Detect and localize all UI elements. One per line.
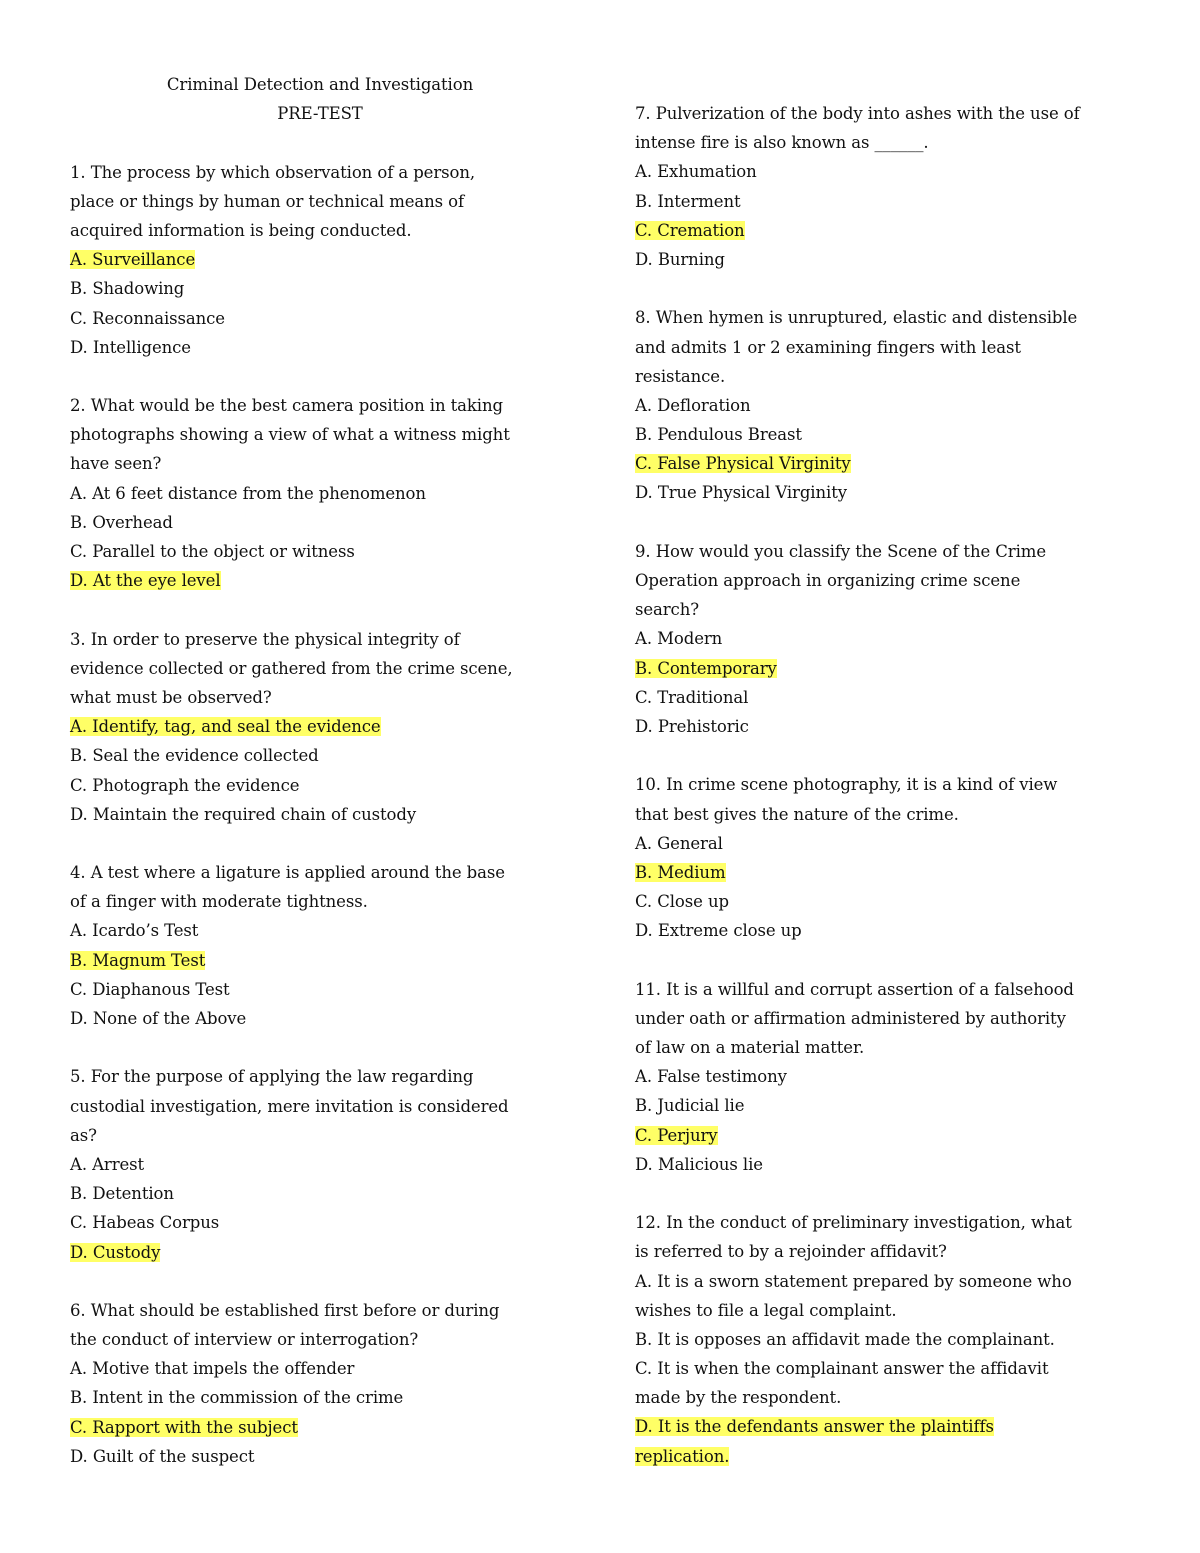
answer-option: B. Shadowing: [70, 279, 185, 299]
right-column: [635, 99, 1140, 1471]
question-text: that best gives the nature of the crime.: [635, 804, 959, 824]
answer-option-correct: D. At the eye level: [70, 571, 221, 591]
question-text: 7. Pulverization of the body into ashes with the use of: [635, 104, 1080, 123]
answer-option-correct: C. Perjury: [635, 1125, 718, 1145]
question-3: [70, 625, 570, 829]
answer-option: A. General: [635, 833, 723, 853]
question-text: 3. In order to preserve the physical integrity of: [70, 629, 460, 649]
question-text: the conduct of interview or interrogation?: [70, 1330, 419, 1350]
answer-option: D. None of the Above: [70, 1009, 247, 1028]
answer-option: wishes to file a legal complaint.: [635, 1300, 897, 1320]
answer-option: D. Intelligence: [70, 337, 191, 357]
answer-option-correct: D. Custody: [70, 1242, 161, 1262]
answer-option: B. Interment: [635, 191, 741, 211]
answer-option-correct: B. Magnum Test: [70, 950, 206, 970]
answer-option: C. Parallel to the object or witness: [70, 542, 355, 561]
left-column: [70, 70, 570, 1471]
question-10: [635, 770, 1140, 945]
question-12: [635, 1208, 1140, 1471]
question-1: [70, 158, 570, 362]
answer-option: B. Judicial lie: [635, 1096, 745, 1116]
question-text: 10. In crime scene photography, it is a kind of view: [635, 775, 1058, 795]
question-text: search?: [635, 600, 699, 620]
answer-option: C. Diaphanous Test: [70, 979, 230, 999]
answer-option: A. At 6 feet distance from the phenomenon: [70, 483, 426, 503]
question-8: [635, 303, 1140, 507]
question-7: [635, 99, 1140, 274]
question-text: have seen?: [70, 454, 162, 474]
answer-option: A. Icardo’s Test: [70, 921, 199, 941]
document-title: Criminal Detection and Investigation: [166, 75, 474, 94]
answer-option-correct: replication.: [635, 1446, 730, 1466]
question-text: photographs showing a view of what a witness might: [70, 425, 510, 445]
question-text: Operation approach in organizing crime scene: [635, 571, 1021, 590]
answer-option: C. Close up: [635, 892, 729, 912]
answer-option: B. Detention: [70, 1184, 174, 1204]
question-text: 6. What should be established first before or during: [70, 1300, 500, 1320]
answer-option: A. Defloration: [635, 395, 751, 415]
question-text: 5. For the purpose of applying the law regarding: [70, 1067, 474, 1087]
answer-option: C. Traditional: [635, 687, 749, 707]
answer-option: B. Intent in the commission of the crime: [70, 1388, 404, 1408]
question-6: [70, 1296, 570, 1471]
answer-option: D. Prehistoric: [635, 716, 749, 736]
answer-option-correct: C. False Physical Virginity: [635, 454, 851, 474]
question-2: [70, 391, 570, 595]
answer-option: B. Overhead: [70, 512, 173, 532]
question-text: 1. The process by which observation of a person,: [70, 162, 476, 182]
answer-option: D. Burning: [635, 249, 725, 269]
answer-option: D. Malicious lie: [635, 1154, 763, 1174]
question-text: resistance.: [635, 366, 726, 386]
question-text: and admits 1 or 2 examining fingers with least: [635, 337, 1021, 357]
question-text: custodial investigation, mere invitation is considered: [70, 1096, 509, 1116]
question-text: under oath or affirmation administered by authority: [635, 1008, 1066, 1028]
answer-option: C. Photograph the evidence: [70, 775, 300, 795]
document-subtitle: PRE-TEST: [277, 104, 363, 124]
answer-option: B. It is opposes an affidavit made the complainant.: [635, 1329, 1055, 1349]
question-text: intense fire is also known as ______.: [635, 133, 929, 153]
answer-option: C. Reconnaissance: [70, 308, 225, 328]
question-text: is referred to by a rejoinder affidavit?: [635, 1242, 947, 1262]
answer-option: A. Arrest: [70, 1154, 145, 1174]
question-4: [70, 858, 570, 1033]
question-text: acquired information is being conducted.: [70, 220, 412, 240]
question-text: 12. In the conduct of preliminary investigation, what: [635, 1213, 1072, 1233]
answer-option-correct: C. Rapport with the subject: [70, 1417, 298, 1437]
question-text: 4. A test where a ligature is applied around the base: [70, 863, 505, 883]
answer-option: A. False testimony: [635, 1067, 787, 1087]
question-5: [70, 1062, 570, 1266]
answer-option: A. Exhumation: [635, 162, 757, 182]
question-9: [635, 537, 1140, 741]
answer-option-correct: B. Contemporary: [635, 658, 777, 678]
answer-option: A. It is a sworn statement prepared by someone who: [635, 1271, 1072, 1291]
answer-option-correct: D. It is the defendants answer the plaintiffs: [635, 1417, 994, 1437]
question-text: of law on a material matter.: [635, 1038, 865, 1057]
answer-option: B. Pendulous Breast: [635, 425, 802, 445]
answer-option-correct: A. Identify, tag, and seal the evidence: [70, 717, 381, 737]
answer-option-correct: B. Medium: [635, 862, 726, 882]
question-text: 11. It is a willful and corrupt assertion of a falsehood: [635, 979, 1074, 999]
question-text: place or things by human or technical means of: [70, 191, 465, 211]
answer-option: C. It is when the complainant answer the affidavit: [635, 1359, 1049, 1379]
question-11: [635, 975, 1140, 1179]
answer-option-correct: A. Surveillance: [70, 250, 196, 270]
question-text: evidence collected or gathered from the crime scene,: [70, 658, 513, 678]
answer-option: D. Extreme close up: [635, 921, 802, 941]
question-text: of a finger with moderate tightness.: [70, 892, 368, 912]
answer-option: A. Modern: [635, 629, 723, 649]
answer-option-correct: C. Cremation: [635, 220, 745, 240]
question-text: 2. What would be the best camera position in taking: [70, 396, 503, 416]
answer-option: D. Maintain the required chain of custody: [70, 804, 417, 824]
question-text: as?: [70, 1125, 97, 1145]
answer-option: D. Guilt of the suspect: [70, 1446, 255, 1466]
answer-option: A. Motive that impels the offender: [70, 1359, 355, 1379]
answer-option: B. Seal the evidence collected: [70, 746, 319, 766]
answer-option: D. True Physical Virginity: [635, 483, 847, 503]
question-text: 9. How would you classify the Scene of the Crime: [635, 541, 1046, 561]
question-text: what must be observed?: [70, 687, 272, 707]
question-text: 8. When hymen is unruptured, elastic and distensible: [635, 308, 1078, 328]
answer-option: C. Habeas Corpus: [70, 1213, 220, 1233]
answer-option: made by the respondent.: [635, 1388, 842, 1408]
